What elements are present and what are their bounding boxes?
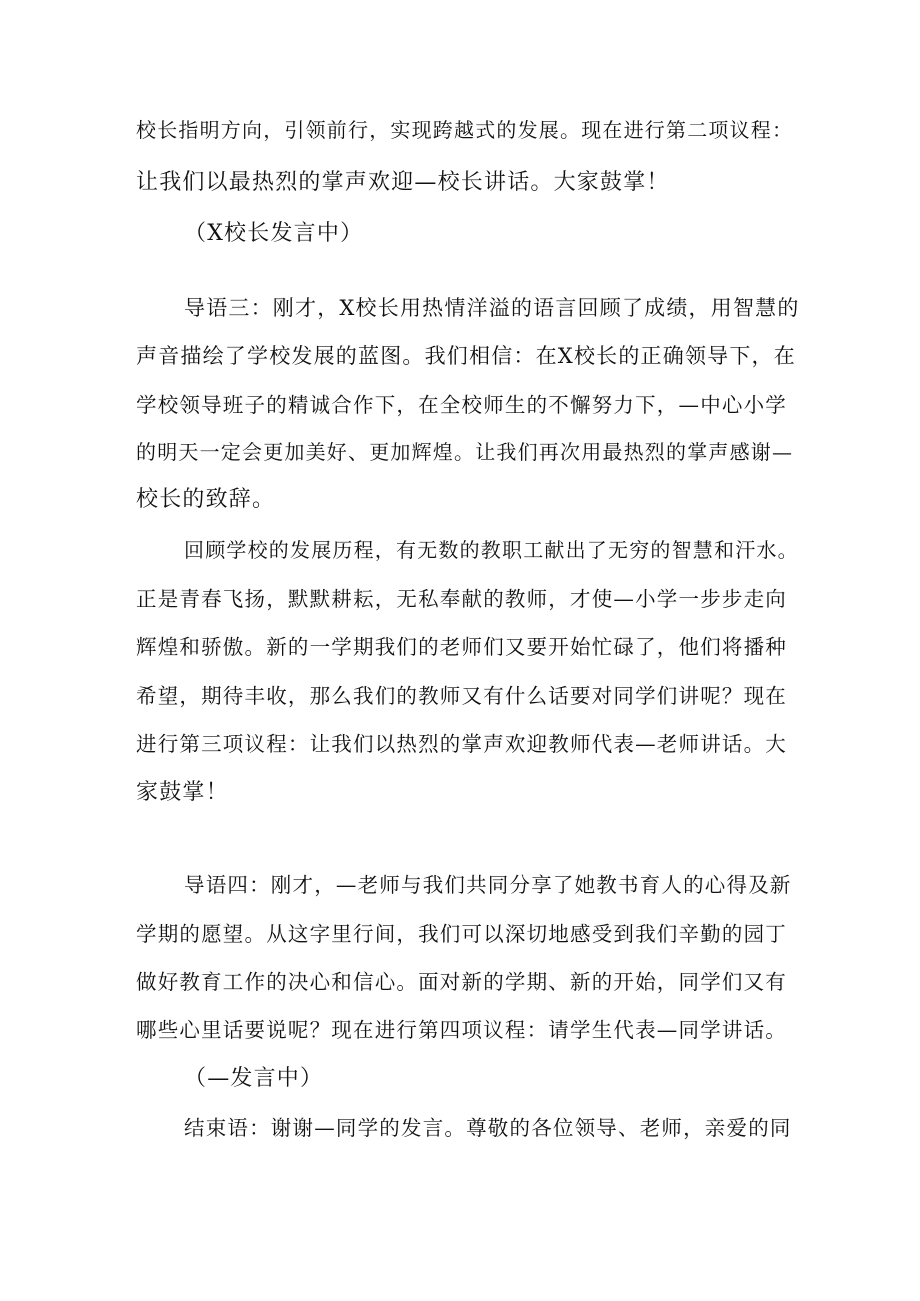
text-line: 做好教育工作的决心和信心。面对新的学期、新的开始，同学们又有 bbox=[136, 970, 787, 994]
text-line: 回顾学校的发展历程，有无数的教职工献出了无穷的智慧和汗水。 bbox=[184, 538, 799, 562]
text-line: 家鼓掌！ bbox=[136, 780, 229, 805]
text-line: 哪些心里话要说呢？现在进行第四项议程：请学生代表—同学讲话。 bbox=[136, 1018, 787, 1042]
text-line: 校长的致辞。 bbox=[136, 487, 276, 512]
text-line: 学校领导班子的精诚合作下，在全校师生的不懈努力下，—中心小学 bbox=[136, 393, 787, 417]
text-line: （—发言中） bbox=[184, 1066, 324, 1091]
text-line: 导语四：刚才，—老师与我们共同分享了她教书育人的心得及新 bbox=[184, 873, 792, 897]
text-line: 进行第三项议程：让我们以热烈的掌声欢迎教师代表—老师讲话。大 bbox=[136, 732, 787, 756]
text-line: 希望，期待丰收，那么我们的教师又有什么话要对同学们讲呢？现在 bbox=[136, 684, 787, 708]
text-line: 让我们以最热烈的掌声欢迎—校长讲话。大家鼓掌！ bbox=[136, 170, 670, 195]
text-line: 辉煌和骄傲。新的一学期我们的老师们又要开始忙碌了，他们将播种 bbox=[136, 635, 787, 659]
text-line: 正是青春飞扬，默默耕耘，无私奉献的教师，才使—小学一步步走向 bbox=[136, 587, 787, 611]
text-line: 声音描绘了学校发展的蓝图。我们相信：在X校长的正确领导下，在 bbox=[136, 344, 796, 368]
text-line: 导语三：刚才，X校长用热情洋溢的语言回顾了成绩，用智慧的 bbox=[184, 296, 800, 320]
text-line: 的明天一定会更加美好、更加辉煌。让我们再次用最热烈的掌声感谢— bbox=[136, 440, 794, 464]
text-line: 校长指明方向，引领前行，实现跨越式的发展。现在进行第二项议程： bbox=[136, 118, 794, 142]
text-line: （X校长发言中） bbox=[184, 221, 364, 246]
text-line: 学期的愿望。从这字里行间，我们可以深切地感受到我们辛勤的园丁 bbox=[136, 922, 787, 946]
text-line: 结束语：谢谢—同学的发言。尊敬的各位领导、老师，亲爱的同 bbox=[184, 1116, 792, 1140]
